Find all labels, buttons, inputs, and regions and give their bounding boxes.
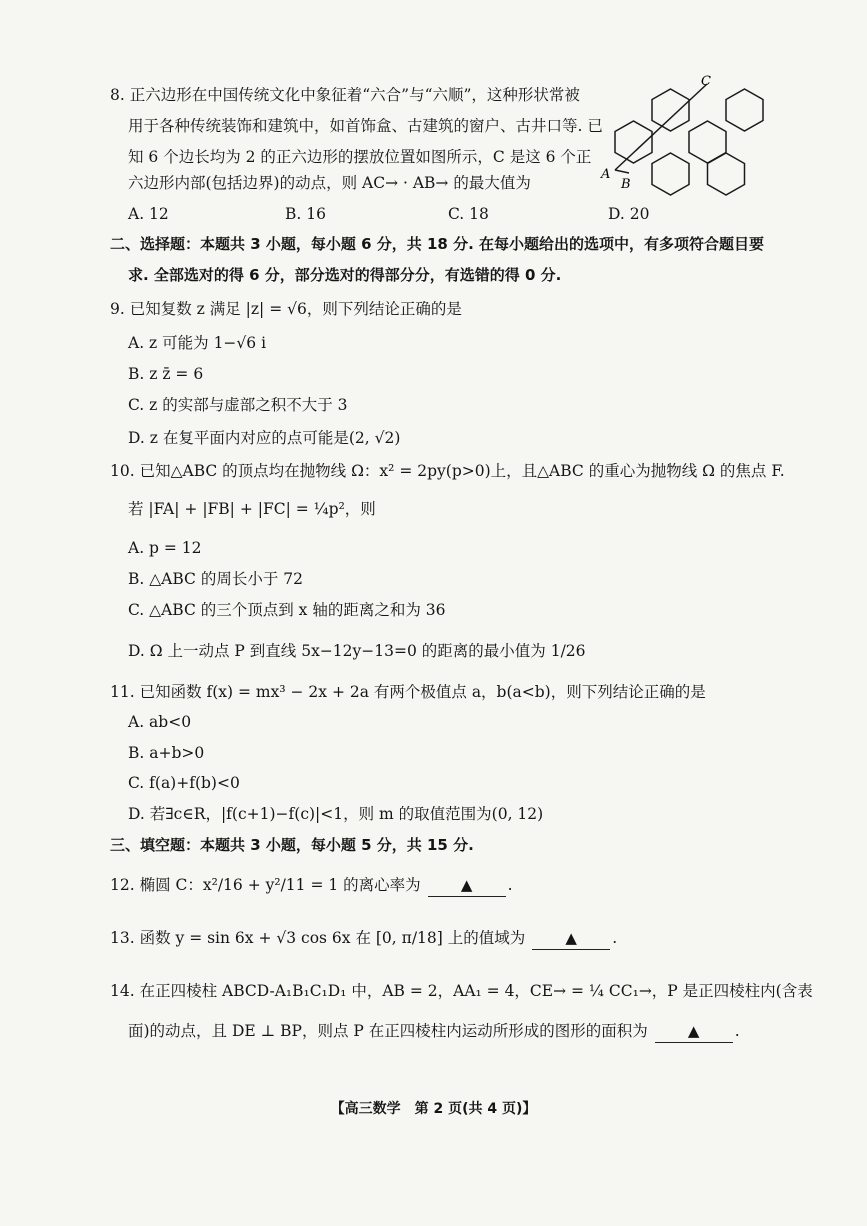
q14-line-2	[128, 1020, 740, 1043]
q8-line-1: 8. 正六边形在中国传统文化中象征着“六合”与“六顺”，这种形状常被	[110, 86, 580, 104]
q14-line-1: 14. 在正四棱柱 ABCD-A₁B₁C₁D₁ 中，AB = 2，AA₁ = 4，CE→ = ¼ CC₁→，P 是正四棱柱内(含表	[110, 982, 813, 1000]
q10-choice-a: A. p = 12	[128, 539, 202, 557]
section-2-line-2: 求. 全部选对的得 6 分，部分选对的得部分分，有选错的得 0 分.	[128, 266, 562, 284]
hexagon-5	[652, 153, 689, 195]
q11-choice-a: A. ab<0	[128, 713, 192, 731]
q10-choice-d: D. Ω 上一动点 P 到直线 5x−12y−13=0 的距离的最小值为 1/26	[128, 642, 586, 660]
q9-choice-a: A. z 可能为 1−√6 i	[128, 334, 267, 352]
q14-answer-blank	[655, 1020, 733, 1043]
q9-choice-d: D. z 在复平面内对应的点可能是(2, √2)	[128, 429, 401, 447]
q9-choice-b: B. z z̄ = 6	[128, 365, 204, 383]
q11-choice-c: C. f(a)+f(b)<0	[128, 774, 240, 792]
q8-line-2: 用于各种传统装饰和建筑中，如首饰盒、古建筑的窗户、古井口等. 已	[128, 117, 603, 135]
q14-answer-mark: ▲	[687, 1022, 700, 1040]
q11-stem: 11. 已知函数 f(x) = mx³ − 2x + 2a 有两个极值点 a，b(a<b)，则下列结论正确的是	[110, 683, 706, 701]
q12-answer-blank	[428, 874, 506, 897]
hexagon-figure	[595, 72, 775, 197]
point-a-label: A	[601, 167, 611, 182]
q8-choice-c: C. 18	[448, 205, 489, 223]
q12-answer-mark: ▲	[460, 876, 473, 894]
hexagon-2	[726, 89, 763, 131]
q10-stem-1: 10. 已知△ABC 的顶点均在抛物线 Ω：x² = 2py(p>0)上，且△ABC 的重心为抛物线 Ω 的焦点 F.	[110, 462, 785, 480]
segment-ac	[615, 84, 707, 170]
q11-choice-b: B. a+b>0	[128, 744, 205, 762]
q13-end: .	[612, 929, 618, 947]
q13-text: 13. 函数 y = sin 6x + √3 cos 6x 在 [0, π/18] 上的值域为	[110, 929, 526, 947]
page-footer: 【高三数学 第 2 页(共 4 页)】	[330, 1101, 537, 1117]
q12-line	[110, 874, 513, 897]
q11-choice-d: D. 若∃c∈R，|f(c+1)−f(c)|<1，则 m 的取值范围为(0, 12)	[128, 805, 544, 823]
q13-answer-mark: ▲	[565, 929, 577, 947]
q14-end: .	[734, 1022, 740, 1040]
q10-stem-2: 若 |FA| + |FB| + |FC| = ¼p²，则	[128, 500, 376, 518]
point-b-label: B	[621, 177, 631, 192]
q9-stem: 9. 已知复数 z 满足 |z| = √6，则下列结论正确的是	[110, 300, 462, 318]
q8-line-3: 知 6 个边长均为 2 的正六边形的摆放位置如图所示，C 是这 6 个正	[128, 148, 592, 166]
q10-choice-c: C. △ABC 的三个顶点到 x 轴的距离之和为 36	[128, 601, 446, 619]
q12-end: .	[507, 876, 513, 894]
hexagon-grid	[615, 84, 763, 195]
q8-choice-b: B. 16	[285, 205, 326, 223]
q8-choice-a: A. 12	[128, 205, 169, 223]
q8-line-4: 六边形内部(包括边界)的动点，则 AC→ · AB→ 的最大值为	[128, 174, 531, 192]
section-2-line-1: 二、选择题：本题共 3 小题，每小题 6 分，共 18 分. 在每小题给出的选项中，有多项符合题目要	[110, 235, 765, 253]
q13-answer-blank	[532, 927, 610, 950]
q14-text: 面)的动点，且 DE ⊥ BP，则点 P 在正四棱柱内运动所形成的图形的面积为	[128, 1022, 648, 1040]
q9-choice-c: C. z 的实部与虚部之积不大于 3	[128, 396, 348, 414]
q13-line	[110, 927, 617, 950]
hexagon-3	[615, 121, 652, 163]
q8-choice-d: D. 20	[608, 205, 650, 223]
segment-ab	[615, 170, 629, 173]
q10-choice-b: B. △ABC 的周长小于 72	[128, 570, 303, 588]
section-3-heading: 三、填空题：本题共 3 小题，每小题 5 分，共 15 分.	[110, 836, 474, 854]
point-c-label: C	[701, 74, 711, 89]
hexagon-1	[652, 89, 689, 131]
q12-text: 12. 椭圆 C：x²/16 + y²/11 = 1 的离心率为	[110, 876, 421, 894]
